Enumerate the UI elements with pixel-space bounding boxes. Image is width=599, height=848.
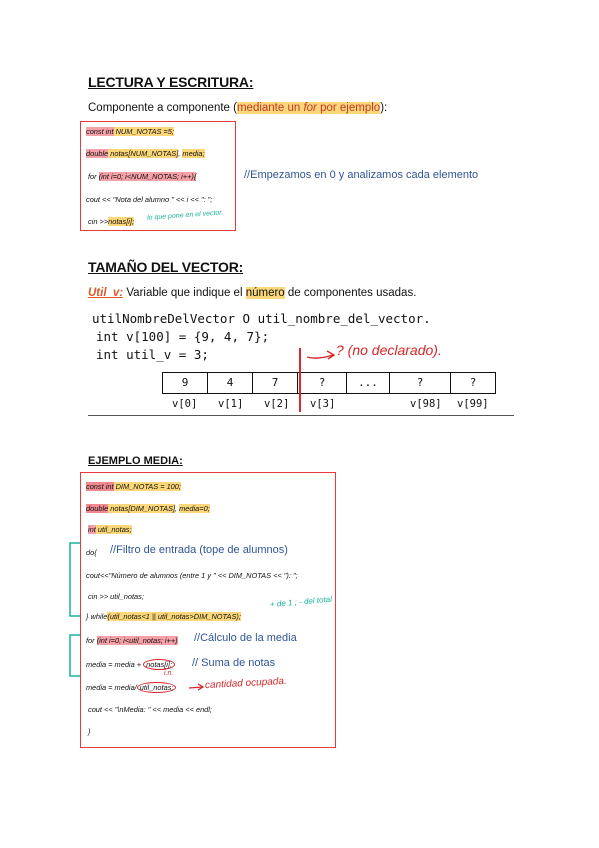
array-cell: 7: [252, 372, 298, 394]
notas-i: notas[i];: [108, 217, 135, 226]
code-line-close: }: [88, 727, 91, 736]
code-line-2: [86, 504, 210, 513]
desc-post: de componentes usadas.: [284, 287, 417, 299]
index-label: v[2]: [264, 398, 290, 410]
section-title-tamano: TAMAÑO DEL VECTOR:: [88, 259, 244, 275]
array-cell: ?: [297, 372, 347, 394]
index-label: v[98]: [410, 398, 442, 410]
util-notas-circled: util_notas;: [137, 682, 177, 693]
array-cell: 4: [207, 372, 253, 394]
util-notas-decl: util_notas;: [95, 525, 132, 534]
desc-highlight: número: [245, 287, 285, 299]
media-decl: media;: [182, 149, 205, 158]
handwritten-note-vector: lo que pone en el vector.: [146, 209, 224, 222]
array-cell: ?: [450, 372, 496, 394]
for-header: (int i=0; i<NUM_NOTAS; i++){: [98, 172, 197, 181]
media-decl: media=0;: [179, 504, 210, 513]
util-marker-line: [299, 348, 301, 412]
code-line-5: [88, 217, 134, 226]
handwritten-cantidad: cantidad ocupada.: [204, 675, 287, 692]
bracket-do-icon: [62, 540, 82, 620]
code-line-3: [88, 172, 196, 181]
handwritten-i: i.n.: [164, 670, 174, 677]
code-line-do: do{: [86, 548, 97, 557]
code-line-cout-media: cout << "\nMedia: " << media << endl;: [88, 705, 212, 714]
notas-decl: notas[NUM_NOTAS]: [108, 149, 179, 158]
code-line-cout: cout<<"Número de alumnos (entre 1 y " << DIM_NOTAS << "): ";: [86, 571, 298, 580]
code-line-1: [86, 482, 181, 491]
array-cell: ?: [389, 372, 451, 394]
kw-const-int: const int: [86, 482, 114, 491]
code-line-for: [86, 636, 178, 645]
divider: [88, 415, 514, 416]
code-line-3: [88, 525, 132, 534]
intro-hl2: por ejemplo: [316, 102, 381, 114]
code-line-division: [86, 683, 176, 692]
section-title-ejemplo: EJEMPLO MEDIA:: [88, 455, 183, 467]
code-line-while: [86, 612, 241, 621]
arrow-right-icon: [305, 348, 337, 362]
kw-double: double: [86, 149, 109, 158]
bracket-for-icon: [62, 632, 82, 680]
comment-filtro: //Filtro de entrada (tope de alumnos): [110, 544, 288, 556]
kw-int: int: [88, 525, 96, 534]
handwritten-rango: + de 1 ; - del total: [269, 594, 333, 610]
handwritten-no-declarado: ? (no declarado).: [336, 342, 442, 358]
section-title-lectura: LECTURA Y ESCRITURA:: [88, 74, 254, 90]
media-div: media = media/: [86, 683, 137, 692]
code-util-naming: utilNombreDelVector O util_nombre_del_vector.: [92, 311, 431, 326]
code-line-cin: cin >> util_notas;: [88, 592, 144, 601]
num-notas-decl: NUM_NOTAS =5;: [113, 127, 174, 136]
comment-empezamos: //Empezamos en 0 y analizamos cada elemento: [244, 169, 479, 181]
code-int-util: int util_v = 3;: [96, 347, 209, 362]
comment-calculo: //Cálculo de la media: [194, 632, 297, 644]
index-label: v[0]: [172, 398, 198, 410]
intro-pre: Componente a componente (: [88, 102, 237, 114]
media-plus: media = media +: [86, 660, 144, 669]
comment-suma: // Suma de notas: [192, 657, 276, 669]
kw-const-int: const int: [86, 127, 114, 136]
array-cell: 9: [162, 372, 208, 394]
notas-i-circled: notas[i];: [143, 659, 175, 670]
intro-hl1: mediante un: [236, 102, 304, 114]
kw-double: double: [86, 504, 109, 513]
for-header: (int i=0; i<util_notas; i++): [96, 636, 178, 645]
comma: ,: [175, 504, 180, 513]
notas-decl: notas[DIM_NOTAS]: [108, 504, 176, 513]
intro-hl-italic: for: [303, 102, 317, 114]
section1-intro: [88, 102, 387, 114]
code-line-suma: [86, 660, 175, 669]
while-condition: (util_notas<1 || util_notas>DIM_NOTAS);: [107, 612, 241, 621]
cin: cin >>: [88, 217, 109, 226]
code-line-2: [86, 149, 205, 158]
comma: ,: [178, 149, 183, 158]
code-int-v: int v[100] = {9, 4, 7};: [96, 329, 270, 344]
code-line-1: [86, 127, 174, 136]
index-label: v[3]: [310, 398, 336, 410]
kw-for: for: [86, 636, 97, 645]
arrow-right-icon: [188, 682, 206, 692]
index-label: v[1]: [218, 398, 244, 410]
util-v-label: Util_v:: [88, 287, 124, 299]
intro-highlight: [237, 102, 380, 114]
code-line-4: cout << "Nota del alumno " << i << ": ";: [86, 195, 213, 204]
desc-pre: Variable que indique el: [123, 287, 246, 299]
intro-post: ):: [380, 102, 388, 114]
dim-notas-decl: DIM_NOTAS = 100;: [113, 482, 181, 491]
array-cell-ellipsis: ...: [346, 372, 390, 394]
section2-desc: [88, 287, 416, 299]
kw-while: } while: [86, 612, 108, 621]
kw-for: for: [88, 172, 99, 181]
index-label: v[99]: [457, 398, 489, 410]
